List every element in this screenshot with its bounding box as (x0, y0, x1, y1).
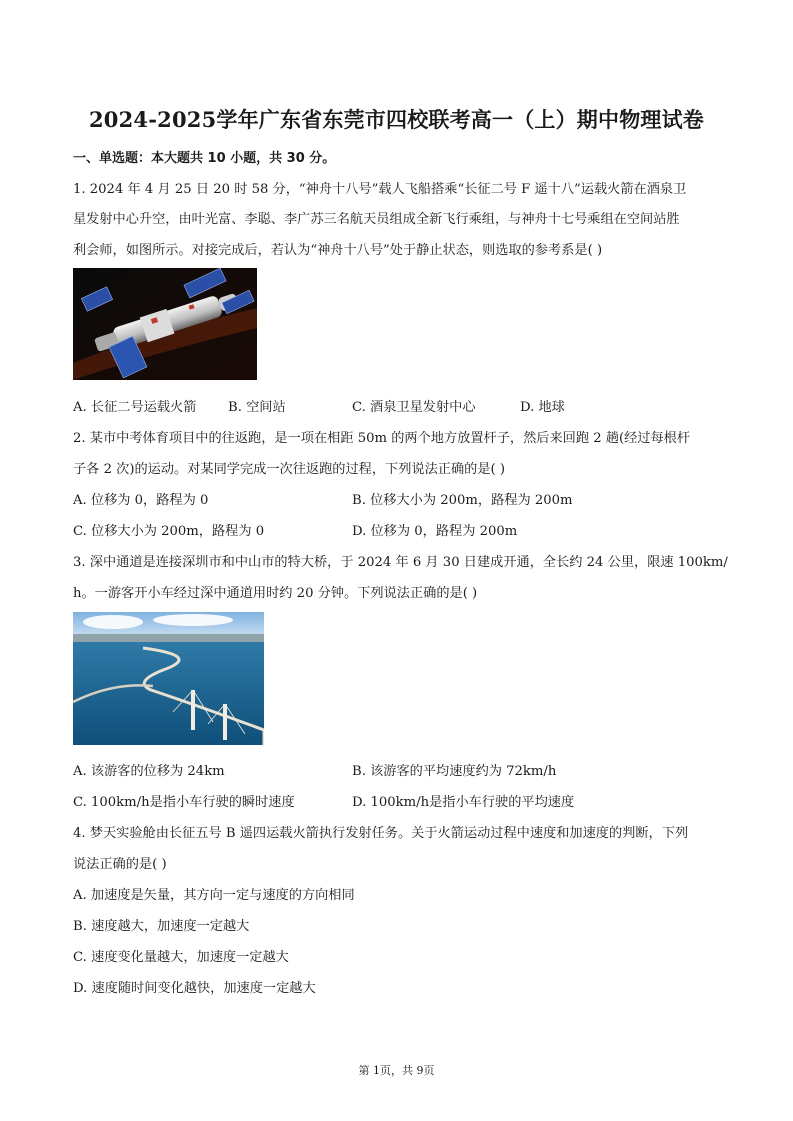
page-title: 2024-2025学年广东省东莞市四校联考高一（上）期中物理试卷 (88, 107, 704, 132)
q4-option-a: A. 加速度是矢量，其方向一定与速度的方向相同 (73, 888, 355, 903)
q4-option-c: C. 速度变化量越大，加速度一定越大 (73, 950, 289, 965)
q3-option-a: A. 该游客的位移为 24km (73, 764, 225, 779)
q4-option-d: D. 速度随时间变化越快，加速度一定越大 (73, 981, 316, 996)
q1-line-3: 利会师，如图所示。对接完成后，若认为“神舟十八号”处于静止状态，则选取的参考系是( ) (73, 243, 603, 258)
q3-option-d: D. 100km/h是指小车行驶的平均速度 (352, 795, 575, 810)
q1-option-a: A. 长征二号运载火箭 (73, 400, 197, 415)
page-footer: 第 1页，共 9页 (358, 1064, 435, 1077)
q3-option-b: B. 该游客的平均速度约为 72km/h (352, 764, 557, 779)
q4-line-1: 4. 梦天实验舱由长征五号 B 遥四运载火箭执行发射任务。关于火箭运动过程中速度和加速度的判断，下列 (73, 826, 689, 841)
q2-option-c: C. 位移大小为 200m，路程为 0 (73, 524, 265, 539)
q2-line-1: 2. 某市中考体育项目中的往返跑，是一项在相距 50m 的两个地方放置杆子，然后来回跑 2 趟(经过每根杆 (73, 431, 691, 446)
q3-option-c: C. 100km/h是指小车行驶的瞬时速度 (73, 795, 295, 810)
q4-option-b: B. 速度越大，加速度一定越大 (73, 919, 250, 934)
q1-option-d: D. 地球 (520, 400, 565, 415)
space-station-image (73, 268, 257, 380)
q4-line-2: 说法正确的是( ) (73, 857, 167, 872)
q2-option-d: D. 位移为 0，路程为 200m (352, 524, 518, 539)
q1-option-c: C. 酒泉卫星发射中心 (352, 400, 476, 415)
q2-line-2: 子各 2 次)的运动。对某同学完成一次往返跑的过程，下列说法正确的是( ) (73, 462, 506, 477)
q2-option-b: B. 位移大小为 200m，路程为 200m (352, 493, 573, 508)
q1-line-2: 星发射中心升空，由叶光富、李聪、李广苏三名航天员组成全新飞行乘组，与神舟十七号乘组在空间站胜 (73, 212, 680, 227)
bridge-image (73, 612, 264, 745)
q3-line-2: h。一游客开小车经过深中通道用时约 20 分钟。下列说法正确的是( ) (73, 586, 478, 601)
q3-line-1: 3. 深中通道是连接深圳市和中山市的特大桥，于 2024 年 6 月 30 日建成开通，全长约 24 公里，限速 100km/ (73, 555, 728, 570)
q2-option-a: A. 位移为 0，路程为 0 (73, 493, 209, 508)
q1-option-b: B. 空间站 (228, 400, 286, 415)
q1-line-1: 1. 2024 年 4 月 25 日 20 时 58 分，“神舟十八号”载人飞船搭乘“长征二号 F 遥十八”运载火箭在酒泉卫 (73, 182, 687, 197)
section-heading: 一、单选题：本大题共 10 小题，共 30 分。 (73, 151, 336, 166)
